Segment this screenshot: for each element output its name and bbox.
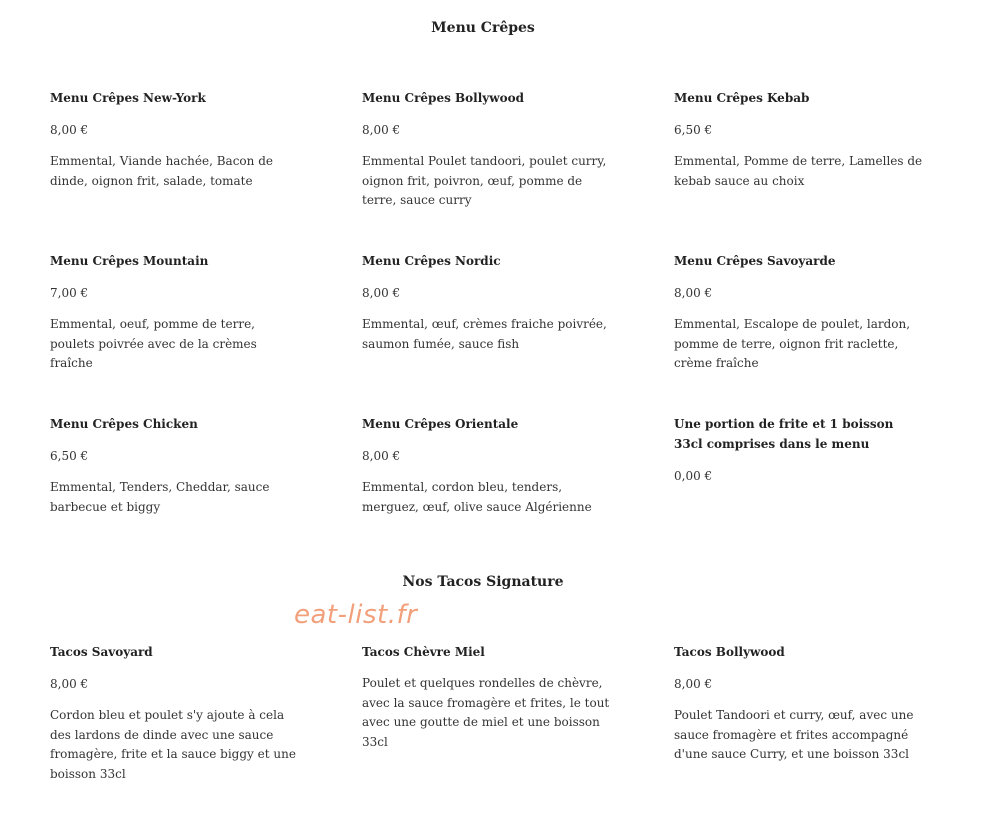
menu-item	[674, 251, 924, 372]
item-name: Menu Crêpes Kebab	[674, 91, 810, 105]
menu-item	[362, 251, 612, 372]
item-name: Menu Crêpes Savoyarde	[674, 254, 836, 268]
tacos-signature-grid	[50, 642, 950, 784]
item-name: Menu Crêpes Nordic	[362, 254, 501, 268]
item-price: 8,00 €	[674, 286, 713, 300]
watermark-text: eat-list.fr	[294, 600, 418, 630]
item-price: 6,50 €	[674, 123, 713, 137]
menu-item	[50, 251, 300, 372]
item-price: 0,00 €	[674, 469, 713, 483]
menu-item	[674, 88, 924, 209]
menu-item	[674, 414, 914, 535]
item-price: 8,00 €	[362, 449, 401, 463]
item-name: Menu Crêpes Mountain	[50, 254, 209, 268]
item-description: Emmental, Tenders, Cheddar, sauce barbecue et biggy	[50, 480, 270, 514]
item-name: Tacos Savoyard	[50, 645, 153, 659]
menu-item	[362, 88, 612, 209]
item-description: Cordon bleu et poulet s'y ajoute à cela des lardons de dinde avec une sauce fromagère, frite et la sauce biggy et une boisson 33cl	[50, 708, 296, 781]
item-description: Emmental, oeuf, pomme de terre, poulets poivrée avec de la crèmes fraîche	[50, 317, 257, 370]
item-price: 8,00 €	[362, 123, 401, 137]
item-description: Emmental Poulet tandoori, poulet curry, oignon frit, poivron, œuf, pomme de terre, sauce curry	[362, 154, 607, 207]
menu-item	[50, 414, 300, 535]
item-price: 8,00 €	[50, 123, 89, 137]
menu-item	[362, 642, 612, 784]
item-name: Menu Crêpes Chicken	[50, 417, 198, 431]
item-name: Une portion de frite et 1 boisson 33cl comprises dans le menu	[674, 417, 894, 451]
item-price: 8,00 €	[674, 677, 713, 691]
item-name: Menu Crêpes Orientale	[362, 417, 519, 431]
menu-item	[50, 88, 300, 209]
item-price: 6,50 €	[50, 449, 89, 463]
menu-item	[50, 642, 300, 784]
item-description: Emmental, œuf, crèmes fraiche poivrée, saumon fumée, sauce fish	[362, 317, 607, 351]
item-name: Menu Crêpes New-York	[50, 91, 206, 105]
menu-item	[362, 414, 612, 535]
item-description: Emmental, Escalope de poulet, lardon, pomme de terre, oignon frit raclette, crème fraîche	[674, 317, 911, 370]
item-description: Poulet Tandoori et curry, œuf, avec une sauce fromagère et frites accompagné d'une sauce Curry, et une boisson 33cl	[674, 708, 914, 761]
item-description: Emmental, cordon bleu, tenders, merguez, œuf, olive sauce Algérienne	[362, 480, 592, 514]
item-description: Poulet et quelques rondelles de chèvre, avec la sauce fromagère et frites, le tout avec une goutte de miel et une boisson 33cl	[362, 676, 610, 749]
item-price: 8,00 €	[50, 677, 89, 691]
item-description: Emmental, Pomme de terre, Lamelles de kebab sauce au choix	[674, 154, 923, 188]
item-name: Tacos Bollywood	[674, 645, 785, 659]
item-name: Menu Crêpes Bollywood	[362, 91, 524, 105]
menu-item	[674, 642, 924, 784]
item-description: Emmental, Viande hachée, Bacon de dinde, oignon frit, salade, tomate	[50, 154, 273, 188]
section-title-tacos-signature: Nos Tacos Signature	[402, 574, 564, 590]
item-price: 8,00 €	[362, 286, 401, 300]
menu-crepes-grid	[50, 88, 950, 535]
item-name: Tacos Chèvre Miel	[362, 645, 485, 659]
section-title-menu-crepes: Menu Crêpes	[431, 20, 535, 36]
item-price: 7,00 €	[50, 286, 89, 300]
